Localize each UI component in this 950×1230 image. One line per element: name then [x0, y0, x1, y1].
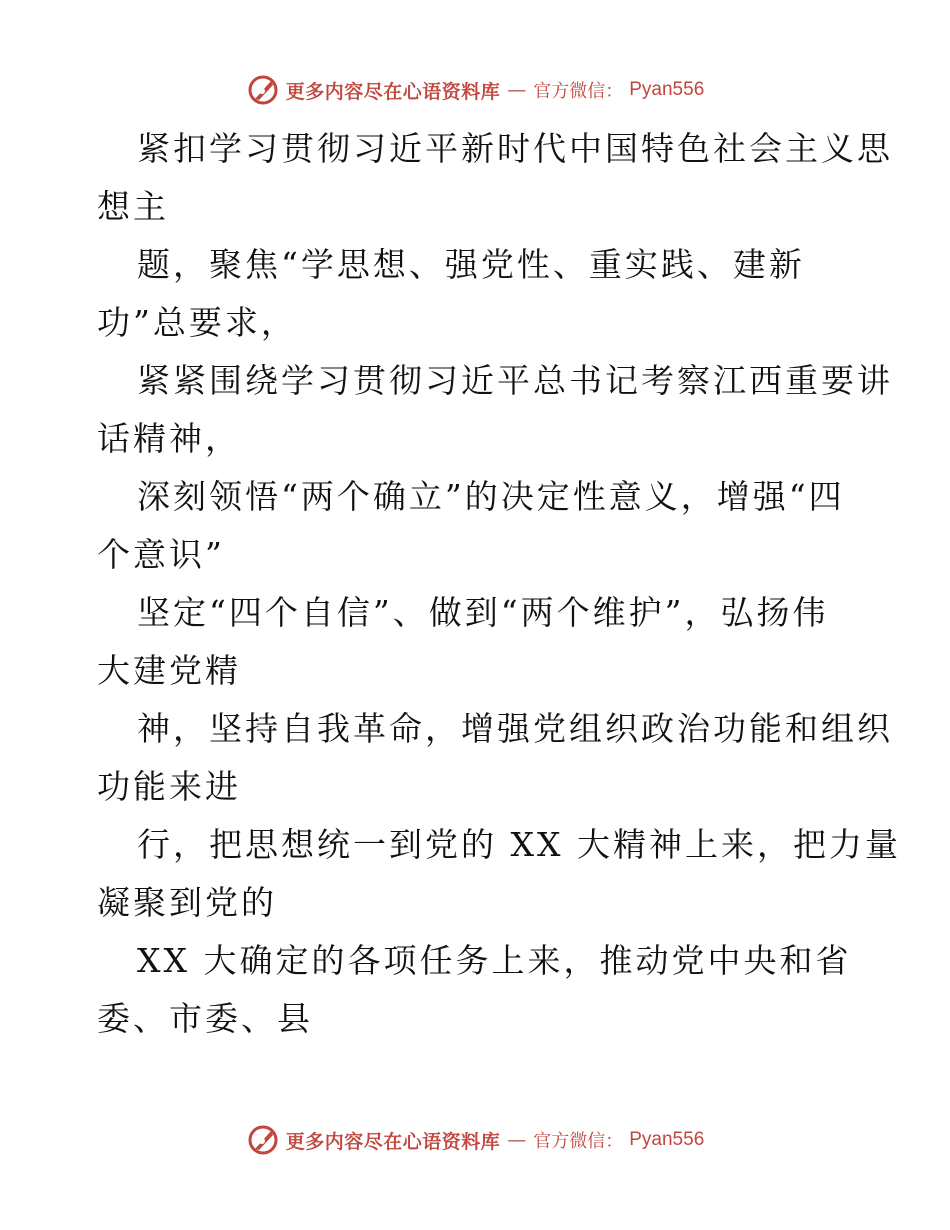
banner-wechat-id: Pyan556: [629, 79, 705, 100]
banner-wechat-label: 官方微信：: [533, 1131, 624, 1152]
banner-wechat-id: Pyan556: [629, 1129, 705, 1150]
document-body: [97, 120, 901, 1048]
body-line: 题，聚焦“学思想、强党性、重实践、建新: [137, 245, 805, 284]
body-line: 功”总要求，: [97, 303, 297, 342]
banner-dash: —: [507, 79, 527, 101]
body-line: 话精神，: [97, 419, 241, 458]
banner-dash: —: [507, 1129, 527, 1151]
header-banner: [0, 70, 950, 110]
body-line: 个意识”: [97, 535, 225, 574]
body-line: 行，把思想统一到党的 XX 大精神上来，把力量: [137, 825, 901, 864]
body-line: 神，坚持自我革命，增强党组织政治功能和组织: [137, 709, 893, 748]
body-line: 深刻领悟“两个确立”的决定性意义，增强“四: [137, 477, 845, 516]
body-line: 坚定“四个自信”、做到“两个维护”，弘扬伟: [137, 593, 829, 632]
quill-logo-icon: [246, 73, 280, 107]
body-line: 紧紧围绕学习贯彻习近平总书记考察江西重要讲: [137, 361, 893, 400]
body-line: 紧扣学习贯彻习近平新时代中国特色社会主义思: [137, 129, 893, 168]
banner-title: 更多内容尽在心语资料库: [285, 80, 501, 103]
body-line: 大建党精: [97, 651, 241, 690]
body-line: 想主: [97, 187, 169, 226]
body-line: XX 大确定的各项任务上来，推动党中央和省: [137, 941, 852, 980]
quill-logo-icon: [246, 1123, 280, 1157]
body-line: 委、市委、县: [97, 999, 313, 1038]
body-line: 功能来进: [97, 767, 241, 806]
banner-wechat-label: 官方微信：: [533, 81, 624, 102]
footer-banner: [0, 1120, 950, 1160]
body-line: 凝聚到党的: [97, 883, 277, 922]
banner-title: 更多内容尽在心语资料库: [285, 1130, 501, 1153]
